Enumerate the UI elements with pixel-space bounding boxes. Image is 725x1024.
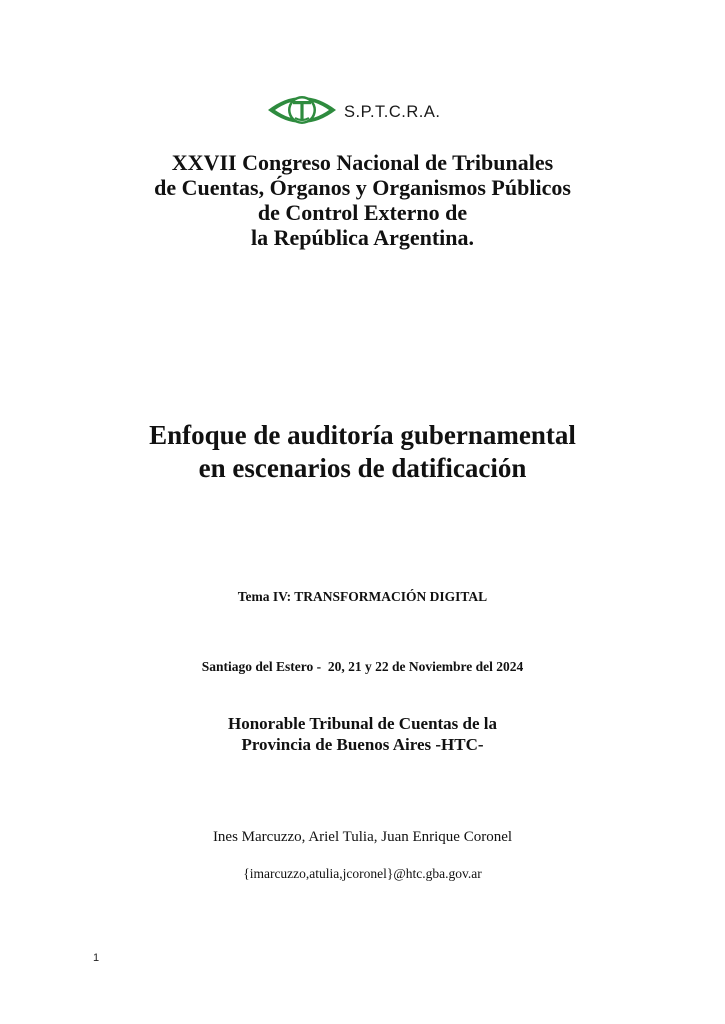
- sptcra-eye-emblem-icon: [266, 88, 338, 132]
- venue-date: Santiago del Estero - 20, 21 y 22 de Noviembre del 2024: [201, 659, 524, 674]
- institution-line: Provincia de Buenos Aires -HTC-: [241, 735, 484, 754]
- logo-text: S.P.T.C.R.A.: [344, 102, 441, 121]
- author-emails: {imarcuzzo,atulia,jcoronel}@htc.gba.gov.ar: [243, 866, 482, 881]
- congress-title-line: de Control Externo de: [257, 200, 468, 225]
- congress-title-line: la República Argentina.: [250, 225, 475, 250]
- sptcra-logo: [266, 88, 456, 132]
- congress-title-line: de Cuentas, Órganos y Organismos Públicos: [154, 175, 571, 200]
- congress-title-line: XXVII Congreso Nacional de Tribunales: [171, 150, 554, 175]
- congress-title: [0, 150, 725, 250]
- institution-name: [0, 713, 725, 755]
- authors-list: Ines Marcuzzo, Ariel Tulia, Juan Enrique Coronel: [212, 829, 513, 845]
- topic-label: Tema IV: TRANSFORMACIÓN DIGITAL: [237, 589, 488, 604]
- paper-title: [0, 419, 725, 485]
- page-number: 1: [93, 952, 100, 964]
- paper-title-line: Enfoque de auditoría gubernamental: [149, 420, 576, 450]
- institution-line: Honorable Tribunal de Cuentas de la: [227, 714, 498, 733]
- paper-title-line: en escenarios de datificación: [198, 453, 527, 483]
